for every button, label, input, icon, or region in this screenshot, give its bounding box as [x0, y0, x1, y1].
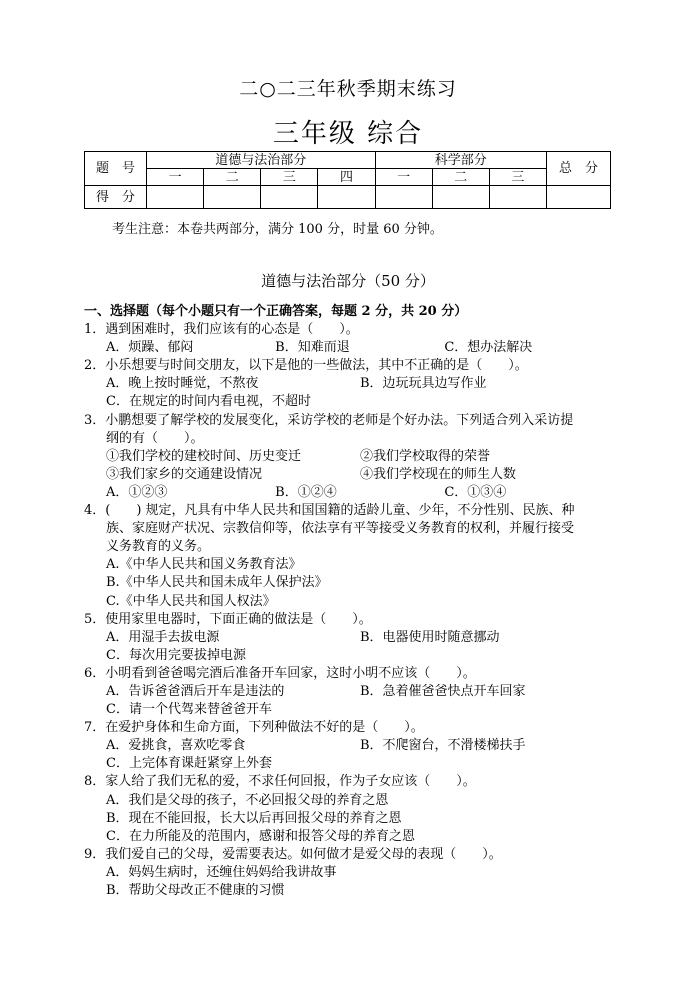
sub-header: 一 — [375, 169, 432, 186]
list-item: ①我们学校的建校时间、历史变迁 — [106, 448, 302, 464]
option-row — [84, 339, 614, 357]
option-row — [84, 683, 614, 701]
section-title: 道德与法治部分（50 分） — [261, 272, 435, 290]
question-stem: 9．我们爱自己的父母，爱需要表达。如何做才是爱父母的表现（ ）。 — [84, 846, 502, 862]
row-score-label: 得 分 — [85, 186, 147, 209]
total-score-cell[interactable] — [547, 186, 611, 209]
col-total-header: 总 分 — [547, 152, 611, 186]
option: A.《中华人民共和国义务教育法》 — [106, 557, 302, 573]
option-row — [84, 629, 614, 647]
option: C．①③④ — [444, 484, 507, 500]
score-cell[interactable] — [489, 186, 546, 209]
option: B．①②④ — [275, 484, 337, 500]
option: B．电器使用时随意挪动 — [360, 629, 500, 645]
group-header-morality: 道德与法治部分 — [147, 152, 376, 169]
option: A．①②③ — [106, 484, 168, 500]
question-stem-cont: 义务教育的义务。 — [106, 539, 211, 555]
col-question-header: 题 号 — [85, 152, 147, 186]
exam-subtitle: 三年级 综合 — [272, 119, 424, 149]
item-row — [84, 448, 614, 466]
question-stem: 3．小鹏想要了解学校的发展变化，采访学校的老师是个好办法。下列适合列入采访提 — [84, 412, 574, 428]
score-cell[interactable] — [204, 186, 261, 209]
option: B.《中华人民共和国未成年人保护法》 — [106, 575, 328, 591]
questions-area — [84, 303, 614, 900]
option: C．想办法解决 — [444, 340, 533, 356]
option: A．我们是父母的孩子，不必回报父母的养育之恩 — [106, 792, 389, 808]
option: A．妈妈生病时，还缠住妈妈给我讲故事 — [106, 864, 337, 880]
question-stem: 2．小乐想要与时间交朋友，以下是他的一些做法，其中不正确的是（ ）。 — [84, 358, 528, 374]
option: A．用湿手去拔电源 — [106, 629, 220, 645]
option: A．爱挑食，喜欢吃零食 — [106, 738, 246, 754]
list-item: ③我们家乡的交通建设情况 — [106, 466, 263, 482]
sub-header: 四 — [318, 169, 375, 186]
option-row — [84, 484, 614, 502]
option: C．在规定的时间内看电视，不超时 — [106, 394, 311, 410]
score-cell[interactable] — [375, 186, 432, 209]
sub-header: 二 — [432, 169, 489, 186]
question-stem-cont: 族、家庭财产状况、宗教信仰等，依法享有平等接受义务教育的权利，并履行接受 — [106, 521, 575, 537]
question-stem: 8．家人给了我们无私的爱，不求任何回报，作为子女应该（ ）。 — [84, 774, 476, 790]
score-cell[interactable] — [147, 186, 204, 209]
option: A．告诉爸爸酒后开车是违法的 — [106, 683, 285, 699]
option: A．烦躁、郁闷 — [106, 340, 194, 356]
option: C．每次用完要拔掉电源 — [106, 647, 246, 663]
exam-title: 二○二三年秋季期末练习 — [239, 78, 457, 100]
sub-header: 二 — [204, 169, 261, 186]
option: B．边玩玩具边写作业 — [360, 376, 487, 392]
option: B．帮助父母改正不健康的习惯 — [106, 883, 285, 898]
sub-header: 一 — [147, 169, 204, 186]
score-cell[interactable] — [318, 186, 375, 209]
option: B．急着催爸爸快点开车回家 — [360, 683, 526, 699]
question-stem: 1．遇到困难时，我们应该有的心态是（ ）。 — [84, 322, 359, 338]
option: C．在力所能及的范围内，感谢和报答父母的养育之恩 — [106, 828, 415, 844]
question-stem: 7．在爱护身体和生命方面，下列种做法不好的是（ ）。 — [84, 720, 424, 736]
group-header-science: 科学部分 — [375, 152, 546, 169]
list-item: ②我们学校取得的荣誉 — [360, 448, 491, 464]
option: B．现在不能回报，长大以后再回报父母的养育之恩 — [106, 810, 402, 826]
question-stem: 4．( ) 规定，凡具有中华人民共和国国籍的适龄儿童、少年，不分性别、民族、种 — [84, 503, 575, 519]
option: B．知难而退 — [275, 340, 350, 356]
option: C.《中华人民共和国人权法》 — [106, 593, 276, 609]
option: B．不爬窗台，不滑楼梯扶手 — [360, 738, 526, 754]
sub-header: 三 — [261, 169, 318, 186]
score-cell[interactable] — [432, 186, 489, 209]
score-cell[interactable] — [261, 186, 318, 209]
question-stem-cont: 纲的有（ ）。 — [106, 430, 204, 446]
sub-header: 三 — [489, 169, 546, 186]
option-row — [84, 375, 614, 393]
question-stem: 5．使用家里电器时，下面正确的做法是（ ）。 — [84, 611, 372, 627]
option-row — [84, 737, 614, 755]
part-title: 一、选择题（每个小题只有一个正确答案，每题 2 分，共 20 分） — [84, 304, 468, 319]
list-item: ④我们学校现在的师生人数 — [360, 466, 517, 482]
score-table — [84, 151, 611, 209]
option: C．请一个代驾来替爸爸开车 — [106, 702, 272, 718]
question-stem: 6．小明看到爸爸喝完酒后准备开车回家，这时小明不应该（ ）。 — [84, 665, 476, 681]
item-row — [84, 466, 614, 484]
option: A．晚上按时睡觉，不熬夜 — [106, 376, 259, 392]
exam-notice: 考生注意：本卷共两部分，满分 100 分，时量 60 分钟。 — [112, 222, 443, 237]
option: C．上完体育课赶紧穿上外套 — [106, 756, 272, 772]
